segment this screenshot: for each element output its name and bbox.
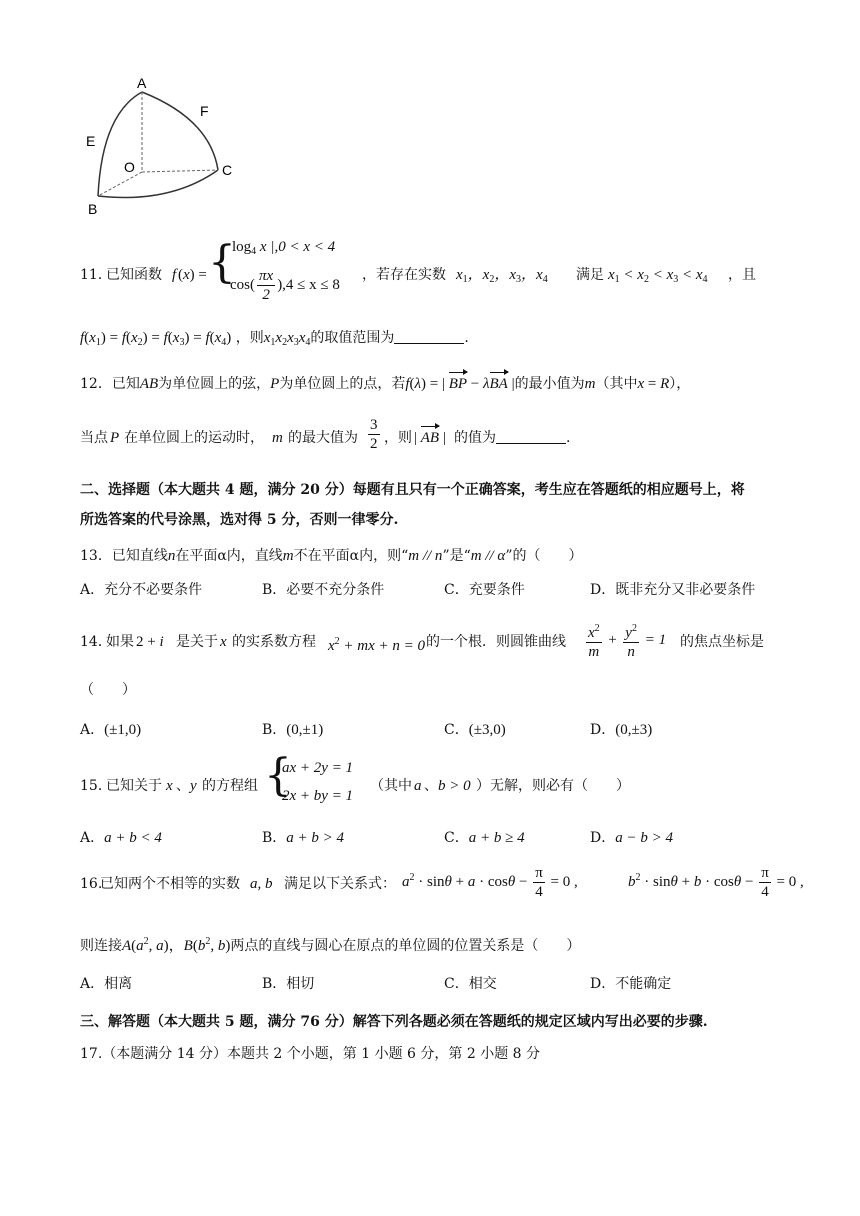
q13-number: 13．	[80, 548, 112, 564]
q14-number: 14．	[80, 634, 112, 650]
q13-text-e: ”的（ ）	[505, 548, 583, 564]
section3-line1: 三、解答题（本大题共 5 题，满分 76 分）解答下列各题必须在答题纸的规定区域内写出必要的步骤.	[80, 1014, 708, 1030]
label-B: B	[88, 201, 98, 217]
q11-fx-arg: (x) =	[178, 267, 207, 283]
q14-text-e: 的焦点坐标是	[680, 634, 764, 650]
q13-option-c[interactable]: C．充要条件	[444, 582, 525, 598]
q13-n: n	[167, 548, 176, 564]
q13-text-d: ”是“	[442, 548, 471, 564]
q12-t6: ），	[669, 376, 691, 392]
q11-ineq: $x_1 < x_2 < x_3 < x_4$	[608, 267, 708, 285]
q15-eq2: 2x + by = 1	[282, 788, 354, 804]
q12-line1: 12．已知AB为单位圆上的弦，P为单位圆上的点，若f(λ) = | BP − λBA |的最小值为m（其中x = R），	[80, 376, 691, 392]
q14-paren: （ ）	[80, 682, 136, 698]
q11-cond: 满足	[576, 267, 604, 283]
q14-text-c: 的实系数方程	[232, 634, 316, 650]
q14-text-b: 是关于	[176, 634, 218, 650]
q14-text-d: 的一个根．则圆锥曲线	[426, 634, 566, 650]
q16-line2-a: 则连接	[80, 938, 122, 954]
q12-l2d: ，则	[384, 430, 412, 446]
q15-option-b[interactable]: B．a + b > 4	[262, 830, 345, 846]
label-F: F	[200, 103, 209, 119]
q12-t1: 已知	[111, 376, 140, 392]
q12-abs-ab: | AB |	[414, 430, 446, 446]
q16-option-c[interactable]: C．相交	[444, 976, 497, 992]
q12-t3: 为单位圆上的点，若	[279, 376, 406, 392]
q15-option-d[interactable]: D．a − b > 4	[590, 830, 673, 846]
q14-equation: $x^2$ + mx + n = 0	[328, 636, 426, 654]
segment-OB	[98, 172, 142, 196]
q13-text-b: 在平面α内，直线	[175, 548, 283, 564]
q16-text-b: 满足以下关系式：	[284, 876, 396, 892]
label-A: A	[137, 75, 147, 91]
q14-text-a: 如果	[106, 634, 134, 650]
label-C: C	[222, 162, 233, 178]
q16-ab: a, b	[250, 876, 273, 892]
q13-option-d[interactable]: D．既非充分又非必要条件	[590, 582, 756, 598]
q16-line2: 则连接$A(a^2$, a)，$B(b^2$, b)两点的直线与圆心在原点的单位圆的位置关系是（ ）	[80, 936, 581, 954]
q13-text-a: 已知直线	[111, 548, 168, 564]
q11-line2-text: ，则	[235, 330, 264, 346]
q16-eq1: $a^2 \cdot \sin\theta + a \cdot \cos\theta$ − $\frac{\pi}{4}$ = 0 ,	[402, 865, 578, 900]
q15-option-a[interactable]: A．a + b < 4	[80, 830, 162, 846]
q12-t5: （其中	[595, 376, 638, 392]
q15-option-c[interactable]: C．a + b ≥ 4	[444, 830, 525, 846]
q12-ab: AB	[139, 376, 159, 392]
q15-number: 15．	[80, 778, 112, 794]
q15-brace: {	[264, 750, 292, 801]
q16-number: 16.	[80, 876, 103, 892]
arc-AB	[98, 92, 142, 196]
q14-conic: $\frac{x^2}{m}$ + $\frac{y^2}{n}$ = 1	[584, 620, 666, 661]
q16-option-b[interactable]: B．相切	[262, 976, 315, 992]
q12-t4: 的最小值为	[514, 376, 585, 392]
q12-p2: P	[110, 430, 120, 446]
q16-option-a[interactable]: A．相离	[80, 976, 133, 992]
q12-formula: f	[405, 376, 410, 392]
q12-max-frac: $\frac{3}{2}$	[370, 417, 378, 452]
section2-line1: 二、选择题（本大题共 4 题，满分 20 分）每题有且只有一个正确答案，考生应在答题纸的相应题号上，将	[80, 482, 745, 498]
q12-l2b: 在单位圆上的运动时，	[124, 430, 264, 446]
q14-option-c[interactable]: C．(±3,0)	[444, 722, 506, 738]
q14-root: 2 + i	[136, 634, 164, 650]
q14-option-a[interactable]: A．(±1,0)	[80, 722, 142, 738]
q12-l2a: 当点	[80, 430, 108, 446]
q11-line2: $f(x_1) = f(x_2) = f(x_3) = f(x_4)$ ，则$x_1x_2x_3x_4$的取值范围为 .	[80, 330, 469, 348]
q13-option-a[interactable]: A．充分不必要条件	[80, 582, 203, 598]
q11-line2-end: 的取值范围为	[310, 330, 395, 346]
geometry-figure	[80, 74, 250, 219]
q15-text-c: 的方程组	[202, 778, 258, 794]
q11-case1: $\log_4 x$ |,0 < x < 4	[232, 239, 336, 257]
q16-line2-b: 两点的直线与圆心在原点的单位圆的位置关系是（ ）	[230, 938, 581, 954]
q14-option-b[interactable]: B．(0,±1)	[262, 722, 324, 738]
q15-text-a: 已知关于	[106, 778, 162, 794]
q15-text-e: 、	[424, 778, 438, 794]
q12-number: 12．	[80, 376, 112, 392]
q16-eq2: $b^2 \cdot \sin\theta + b \cdot \cos\theta$ − $\frac{\pi}{4}$ = 0 ,	[628, 865, 804, 900]
section2-line2: 所选答案的代号涂黑，选对得 5 分，否则一律零分.	[80, 512, 399, 528]
q11-vars: $x_1$，$x_2$，$x_3$，$x_4$	[456, 267, 548, 285]
q11-brace: {	[208, 237, 236, 288]
q12-p: P	[270, 376, 280, 392]
q12-t2: 为单位圆上的弦，	[158, 376, 271, 392]
q11-intro: 已知函数	[106, 267, 162, 283]
q16-point-b: B	[183, 938, 193, 954]
arc-BC	[98, 170, 218, 198]
q13-text-c: 不在平面α内，则“	[293, 548, 409, 564]
q11-case2: cos( $\frac{\pi x}{2}$ ),4 ≤ x ≤ 8	[230, 268, 340, 303]
q16-point-a: A	[122, 938, 132, 954]
q16-text-a: 已知两个不相等的实数	[100, 876, 240, 892]
q15-text-b: 、	[176, 778, 190, 794]
label-E: E	[86, 133, 96, 149]
q15-eq1: ax + 2y = 1	[282, 760, 354, 776]
label-O: O	[124, 159, 135, 175]
q12-m: m	[584, 376, 596, 392]
q11-equation: f	[80, 330, 85, 346]
q17-text: 17.（本题满分 14 分）本题共 2 个小题，第 1 小题 6 分，第 2 小题 8 分	[80, 1046, 541, 1062]
q11-product: $x_1x_2x_3x_4$	[263, 330, 311, 348]
q16-option-d[interactable]: D．不能确定	[590, 976, 672, 992]
segment-OC	[142, 170, 218, 172]
q11-and: ，且	[728, 267, 756, 283]
q12-l2c: 的最大值为	[288, 430, 358, 446]
q13-option-b[interactable]: B．必要不充分条件	[262, 582, 385, 598]
q12-l2e: 的值为 .	[454, 430, 571, 446]
q11-mid: ，若存在实数	[362, 267, 446, 283]
q12-answer-blank[interactable]	[496, 429, 566, 444]
q11-answer-blank[interactable]	[394, 329, 464, 344]
q15-text-d: （其中	[370, 778, 412, 794]
q14-option-d[interactable]: D．(0,±3)	[590, 722, 653, 738]
q11-period: .	[464, 330, 469, 346]
q12-m2: m	[272, 430, 283, 446]
q15-text-f: ）无解，则必有（ ）	[476, 778, 630, 794]
q11-number: 11．	[80, 267, 112, 283]
q13-stem: 13．已知直线n在平面α内，直线m不在平面α内，则“m // n”是“m // α”的（ ）	[80, 548, 583, 564]
q11-fx: f	[172, 267, 177, 283]
